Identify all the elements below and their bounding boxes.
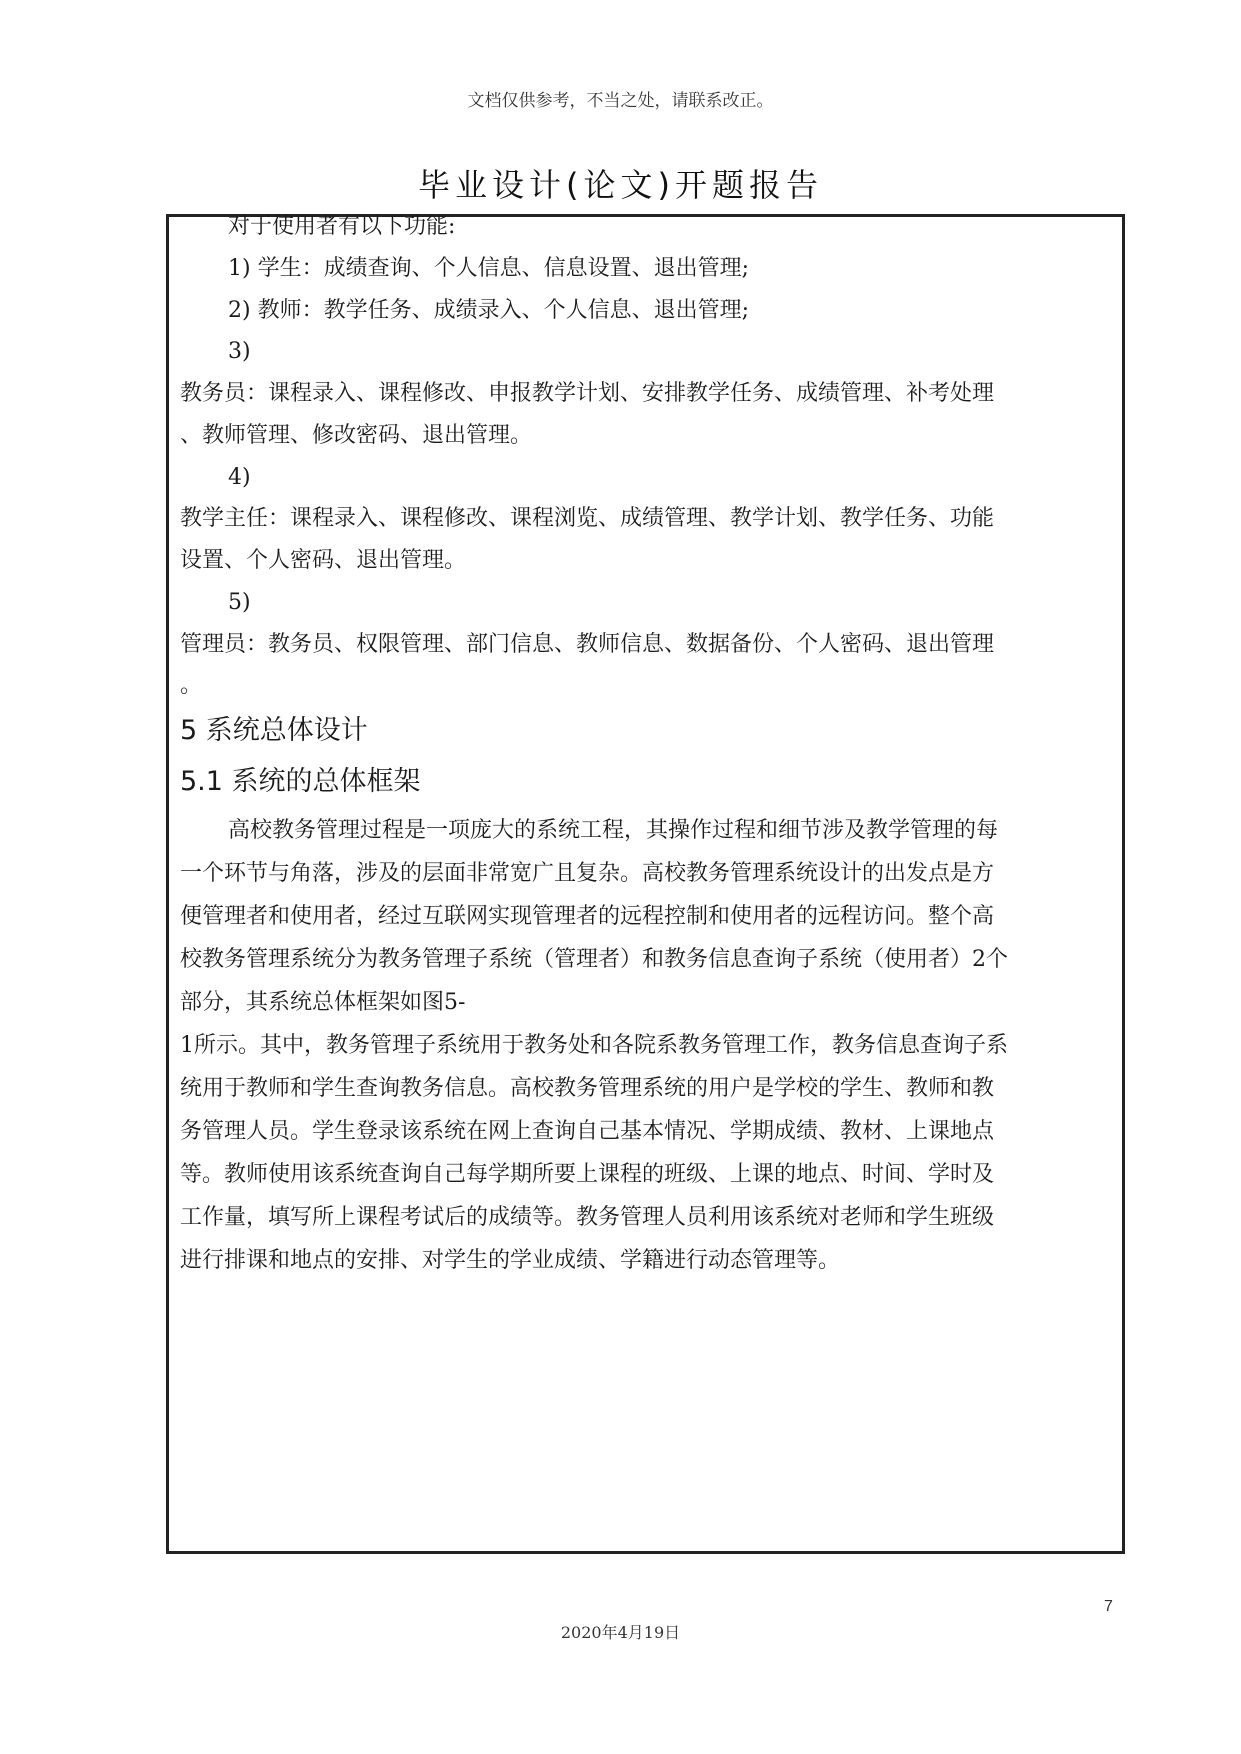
body-line: 校教务管理系统分为教务管理子系统（管理者）和教务信息查询子系统（使用者）2个 xyxy=(180,947,1008,972)
role-director-line: 教学主任：课程录入、课程修改、课程浏览、成绩管理、教学计划、教学任务、功能 xyxy=(180,506,995,531)
body-line: 务管理人员。学生登录该系统在网上查询自己基本情况、学期成绩、教材、上课地点 xyxy=(180,1119,995,1144)
role-admin-line-cont: 。 xyxy=(180,673,203,698)
role-student-line: 1) 学生：成绩查询、个人信息、信息设置、退出管理; xyxy=(228,256,749,281)
body-line: 部分，其系统总体框架如图5- xyxy=(180,990,466,1015)
section-heading: 5 系统总体设计 xyxy=(180,715,368,746)
role-teacher-line: 2) 教师：教学任务、成绩录入、个人信息、退出管理; xyxy=(228,298,749,323)
item-3-marker: 3) xyxy=(228,339,251,364)
body-line: 一个环节与角落，涉及的层面非常宽广且复杂。高校教务管理系统设计的出发点是方 xyxy=(180,861,995,886)
subsection-heading: 5.1 系统的总体框架 xyxy=(180,766,421,797)
role-director-line-cont: 设置、个人密码、退出管理。 xyxy=(180,548,467,573)
footer-date: 2020年4月19日 xyxy=(560,1623,681,1642)
role-academic-staff-line-cont: 、教师管理、修改密码、退出管理。 xyxy=(180,423,533,448)
item-5-marker: 5) xyxy=(228,590,251,615)
body-line: 便管理者和使用者，经过互联网实现管理者的远程控制和使用者的远程访问。整个高 xyxy=(180,904,995,929)
body-line: 1所示。其中，教务管理子系统用于教务处和各院系教务管理工作，教务信息查询子系 xyxy=(180,1033,1008,1058)
body-line: 统用于教师和学生查询教务信息。高校教务管理系统的用户是学校的学生、教师和教 xyxy=(180,1076,995,1101)
body-line: 工作量，填写所上课程考试后的成绩等。教务管理人员利用该系统对老师和学生班级 xyxy=(180,1205,995,1230)
body-line: 进行排课和地点的安排、对学生的学业成绩、学籍进行动态管理等。 xyxy=(180,1248,841,1273)
role-academic-staff-line: 教务员：课程录入、课程修改、申报教学计划、安排教学任务、成绩管理、补考处理 xyxy=(180,381,995,406)
intro-line: 对于使用者有以下功能: xyxy=(228,214,456,239)
body-line: 等。教师使用该系统查询自己每学期所要上课程的班级、上课的地点、时间、学时及 xyxy=(180,1162,995,1187)
body-line: 高校教务管理过程是一项庞大的系统工程，其操作过程和细节涉及教学管理的每 xyxy=(228,818,999,843)
header-note: 文档仅供参考，不当之处，请联系改正。 xyxy=(467,91,774,111)
item-4-marker: 4) xyxy=(228,465,251,490)
page-number: 7 xyxy=(1104,1598,1113,1615)
role-admin-line: 管理员：教务员、权限管理、部门信息、教师信息、数据备份、个人密码、退出管理 xyxy=(180,632,995,657)
document-title: 毕业设计(论文)开题报告 xyxy=(418,166,823,204)
